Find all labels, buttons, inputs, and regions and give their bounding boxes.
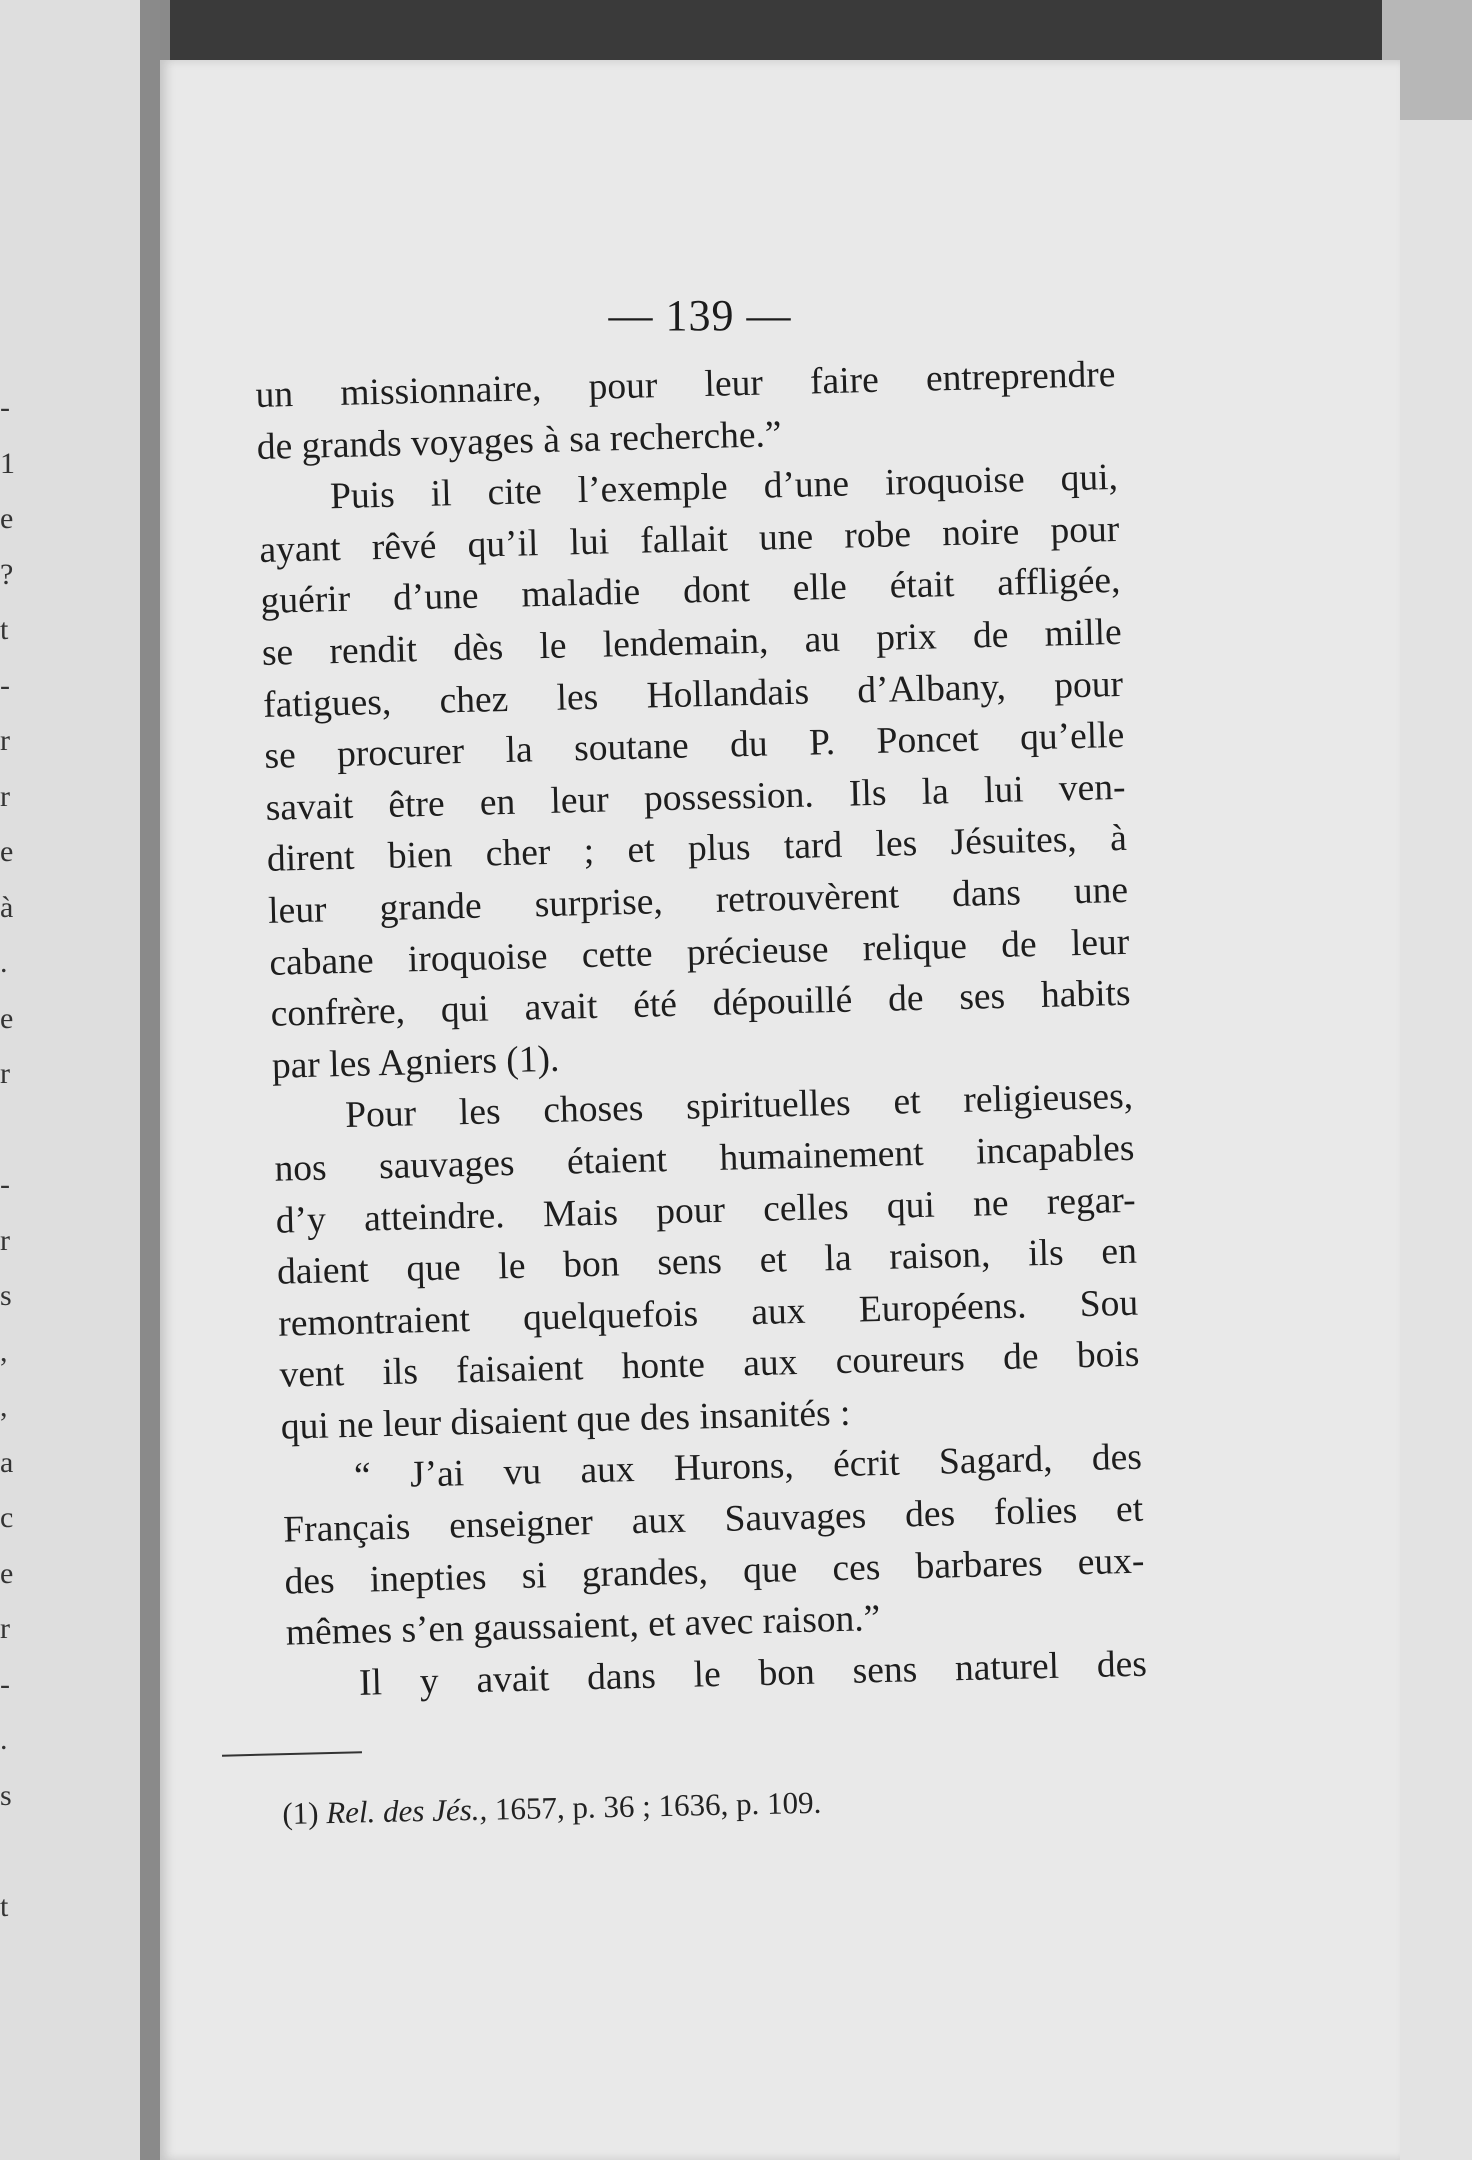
facing-page-glyph: a [0, 1445, 14, 1479]
facing-page-glyph: e [0, 1001, 14, 1035]
text-line: par les Agniers (1). [271, 1038, 560, 1087]
facing-page-glyph: - [0, 1168, 10, 1201]
text-line: des inepties si grandes, que ces barbares eux- [284, 1540, 1145, 1603]
facing-page-glyph: 1 [0, 446, 15, 480]
text-line: se rendit dès le lendemain, au prix de mille [261, 611, 1123, 674]
text-line: daient que le bon sens et la raison, ils en [276, 1230, 1138, 1293]
text-line: qui ne leur disaient que des insanités : [280, 1392, 851, 1448]
footnote-source: Rel. des Jés., [325, 1791, 488, 1831]
facing-page-glyphs [0, 380, 22, 1934]
facing-page-glyph: . [0, 1723, 8, 1756]
facing-page-glyph: r [0, 1057, 10, 1090]
body-text [255, 349, 1148, 1711]
facing-page-glyph: c [0, 1501, 14, 1534]
facing-page-glyph [0, 1823, 22, 1879]
text-line: de grands voyages à sa recherche.” [256, 413, 782, 468]
text-line: mêmes s’en gaussaient, et avec raison.” [285, 1598, 881, 1654]
facing-page-glyph: ? [0, 557, 14, 591]
facing-page-edge [0, 0, 150, 2160]
footnote-marker: (1) [282, 1795, 319, 1831]
text-line: ayant rêvé qu’il lui fallait une robe noire pour [258, 508, 1120, 571]
facing-page-glyph: - [0, 391, 10, 424]
facing-page-glyph: r [0, 1223, 10, 1257]
facing-page-glyph: - [0, 1667, 10, 1701]
facing-page-glyph: , [0, 1334, 8, 1368]
text-line: “ J’ai vu aux Hurons, écrit Sagard, des [353, 1437, 1143, 1498]
facing-page-glyph: - [0, 668, 10, 702]
facing-page-glyph: e [0, 1556, 14, 1590]
facing-page-glyph: . [0, 946, 8, 979]
text-line: Puis il cite l’exemple d’une iroquoise qui, [329, 457, 1119, 518]
facing-page-glyph: r [0, 1612, 10, 1645]
text-line: savait être en leur possession. Ils la lui ven- [265, 766, 1126, 829]
text-line: cabane iroquoise cette précieuse relique de leur [268, 921, 1130, 984]
text-line: nos sauvages étaient humainement incapables [274, 1127, 1135, 1190]
facing-page-glyph: à [0, 890, 14, 924]
page-number: — 139 — [608, 291, 792, 340]
text-line: vent ils faisaient honte aux coureurs de bois [279, 1333, 1140, 1396]
footnote-citation: 1657, p. 36 ; 1636, p. 109. [494, 1784, 822, 1827]
facing-page-glyph: e [0, 502, 14, 535]
facing-page-glyph [0, 1102, 22, 1158]
facing-page-glyph: e [0, 835, 14, 868]
facing-page-glyph: r [0, 724, 10, 757]
text-line: remontraient quelquefois aux Européens. Sou [277, 1282, 1139, 1345]
text-line: d’y atteindre. Mais pour celles qui ne regar- [275, 1179, 1137, 1242]
page-block-inner [1392, 120, 1472, 2160]
facing-page-glyph: , [0, 1390, 8, 1423]
text-line: leur grande surprise, retrouvèrent dans une [267, 869, 1129, 932]
facing-page-glyph: t [0, 613, 9, 646]
text-line: fatigues, chez les Hollandais d’Albany, pour [262, 663, 1124, 726]
text-line: Pour les choses spirituelles et religieuses, [344, 1076, 1134, 1137]
text-line: Il y avait dans le bon sens naturel des [358, 1643, 1148, 1704]
facing-page-glyph: s [0, 1279, 12, 1312]
text-line: confrère, qui avait été dépouillé de ses habits [270, 972, 1131, 1035]
facing-page-glyph: r [0, 779, 10, 813]
text-line: un missionnaire, pour leur faire entreprendre [255, 353, 1116, 416]
text-line: se procurer la soutane du P. Poncet qu’elle [263, 715, 1125, 778]
text-line: dirent bien cher ; et plus tard les Jésuites, à [266, 818, 1128, 881]
facing-page-glyph: s [0, 1778, 12, 1812]
text-line: guérir d’une maladie dont elle était affligée, [260, 560, 1121, 623]
text-line: Français enseigner aux Sauvages des folies et [282, 1488, 1144, 1551]
facing-page-glyph: t [0, 1889, 9, 1923]
